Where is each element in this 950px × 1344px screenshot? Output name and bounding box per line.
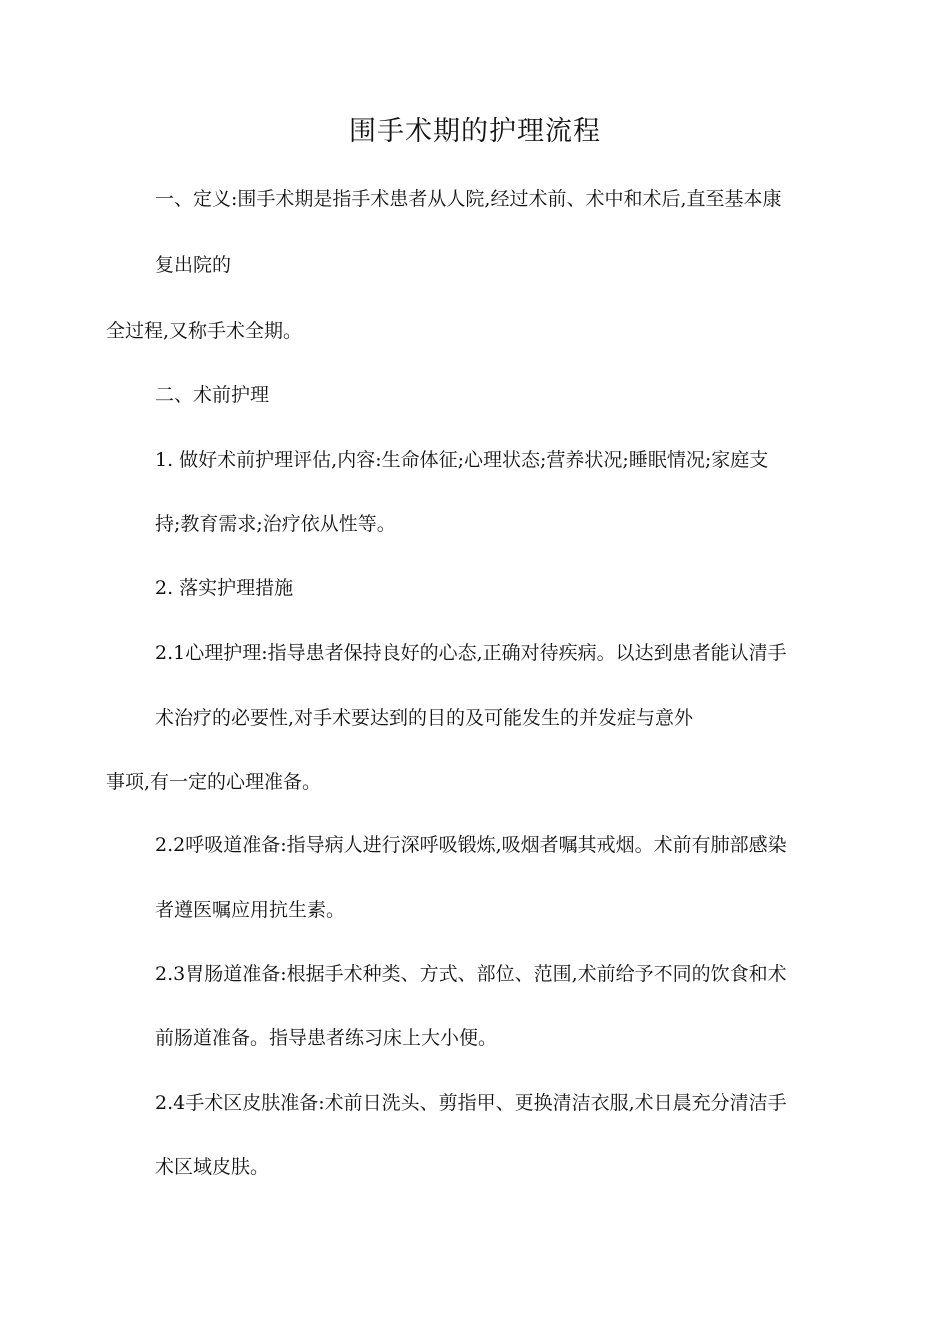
document-title: 围手术期的护理流程: [349, 116, 601, 147]
item-2-2-line-2: 者遵医嘱应用抗生素。: [155, 899, 346, 921]
item-2-3-line-1: 2.3胃肠道准备:根据手术种类、方式、部位、范围,术前给予不同的饮食和术: [155, 963, 787, 985]
item-2-4-line-1: 2.4手术区皮肤准备:术前日洗头、剪指甲、更换清洁衣服,术日晨充分清洁手: [155, 1092, 787, 1114]
item-1-line-1: 1. 做好术前护理评估,内容:生命体征;心理状态;营养状况;睡眠情况;家庭支: [155, 449, 769, 471]
definition-line-2: 复出院的: [155, 254, 232, 276]
item-2-heading: 2. 落实护理措施: [155, 577, 294, 599]
item-1-line-2: 持;教育需求;治疗依从性等。: [155, 513, 396, 535]
item-2-1-line-2: 术治疗的必要性,对手术要达到的目的及可能发生的并发症与意外: [155, 707, 694, 729]
item-2-2-line-1: 2.2呼吸道准备:指导病人进行深呼吸锻炼,吸烟者嘱其戒烟。术前有肺部感染: [155, 834, 787, 856]
item-2-1-line-1: 2.1心理护理:指导患者保持良好的心态,正确对待疾病。以达到患者能认清手: [155, 642, 787, 664]
item-2-3-line-2: 前肠道准备。指导患者练习床上大小便。: [155, 1027, 498, 1049]
definition-line-1: 一、定义:围手术期是指手术患者从人院,经过术前、术中和术后,直至基本康: [155, 188, 782, 210]
item-2-4-line-2: 术区域皮肤。: [155, 1156, 270, 1178]
definition-line-3: 全过程,又称手术全期。: [106, 320, 303, 342]
section-heading-preop: 二、术前护理: [155, 384, 270, 406]
item-2-1-line-3: 事项,有一定的心理准备。: [106, 771, 322, 793]
